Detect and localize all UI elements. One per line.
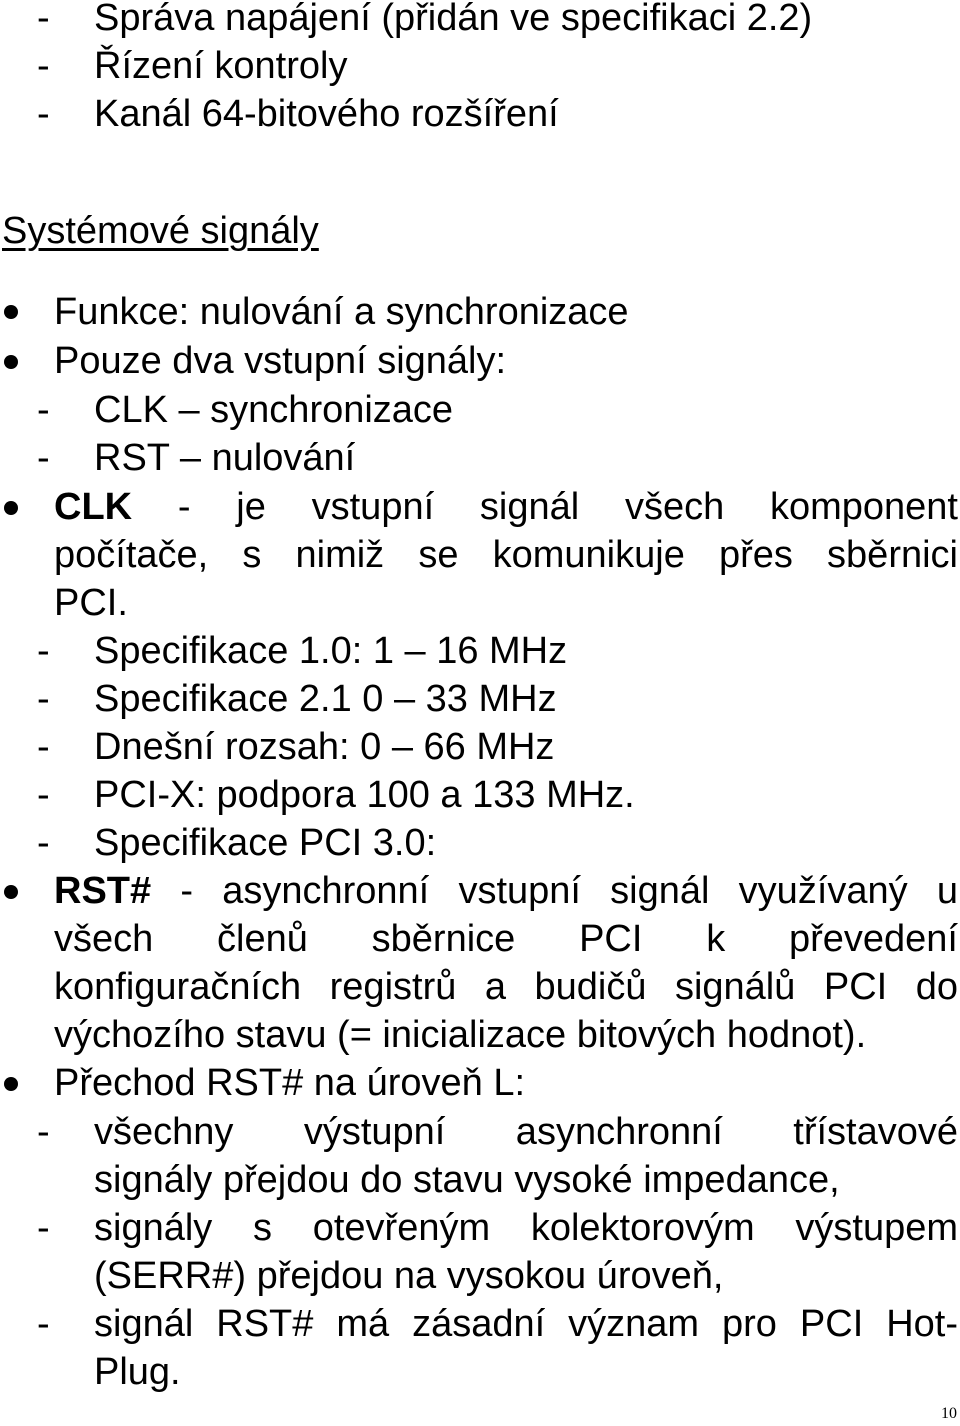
dash-marker: - bbox=[37, 678, 50, 720]
dash-marker: - bbox=[37, 389, 50, 431]
dash-marker: - bbox=[37, 93, 50, 135]
dash-marker: - bbox=[37, 45, 50, 87]
bullet-icon bbox=[4, 305, 18, 319]
list-item-continuation: (SERR#) přejdou na vysokou úroveň, bbox=[94, 1255, 724, 1297]
dash-marker: - bbox=[37, 1303, 50, 1345]
bullet-text: Funkce: nulování a synchronizace bbox=[54, 291, 629, 333]
list-item: Správa napájení (přidán ve specifikaci 2.2) bbox=[94, 0, 813, 39]
dash-marker: - bbox=[37, 822, 50, 864]
bullet-text-line bbox=[54, 867, 958, 915]
bullet-icon bbox=[4, 501, 18, 515]
list-item: CLK – synchronizace bbox=[94, 389, 454, 431]
list-item: RST – nulování bbox=[94, 437, 356, 479]
list-item: signály s otevřeným kolektorovým výstupem bbox=[94, 1207, 958, 1249]
bullet-text-line bbox=[54, 483, 958, 531]
bullet-text-line: výchozího stavu (= inicializace bitových hodnot). bbox=[54, 1014, 867, 1056]
dash-marker: - bbox=[37, 726, 50, 768]
bullet-text: Pouze dva vstupní signály: bbox=[54, 340, 507, 382]
list-item-continuation: signály přejdou do stavu vysoké impedance, bbox=[94, 1159, 840, 1201]
bullet-text-line: konfiguračních registrů a budičů signálů PCI do bbox=[54, 966, 958, 1008]
bullet-text-line: všech členů sběrnice PCI k převedení bbox=[54, 918, 958, 960]
bullet-text: Přechod RST# na úroveň L: bbox=[54, 1062, 526, 1104]
list-item: všechny výstupní asynchronní třístavové bbox=[94, 1111, 958, 1153]
list-item: Specifikace 2.1 0 – 33 MHz bbox=[94, 678, 557, 720]
bullet-text: - asynchronní vstupní signál využívaný u bbox=[151, 870, 958, 912]
dash-marker: - bbox=[37, 1207, 50, 1249]
dash-marker: - bbox=[37, 774, 50, 816]
list-item: Kanál 64-bitového rozšíření bbox=[94, 93, 559, 135]
page-number: 10 bbox=[941, 1405, 957, 1422]
dash-marker: - bbox=[37, 437, 50, 479]
list-item: Dnešní rozsah: 0 – 66 MHz bbox=[94, 726, 555, 768]
bullet-icon bbox=[4, 885, 18, 899]
bullet-icon bbox=[4, 1077, 18, 1091]
list-item: PCI-X: podpora 100 a 133 MHz. bbox=[94, 774, 635, 816]
term-rst: RST# bbox=[54, 870, 152, 912]
term-clk: CLK bbox=[54, 486, 133, 528]
section-heading: Systémové signály bbox=[2, 210, 319, 252]
bullet-text-line: PCI. bbox=[54, 582, 128, 624]
dash-marker: - bbox=[37, 0, 50, 39]
list-item: Specifikace PCI 3.0: bbox=[94, 822, 437, 864]
bullet-text-line: počítače, s nimiž se komunikuje přes sběrnici bbox=[54, 534, 958, 576]
bullet-text: - je vstupní signál všech komponent bbox=[132, 486, 958, 528]
dash-marker: - bbox=[37, 1111, 50, 1153]
list-item: Řízení kontroly bbox=[94, 45, 348, 87]
bullet-icon bbox=[4, 355, 18, 369]
list-item-continuation: Plug. bbox=[94, 1351, 181, 1393]
list-item: Specifikace 1.0: 1 – 16 MHz bbox=[94, 630, 568, 672]
dash-marker: - bbox=[37, 630, 50, 672]
list-item: signál RST# má zásadní význam pro PCI Hot- bbox=[94, 1303, 958, 1345]
